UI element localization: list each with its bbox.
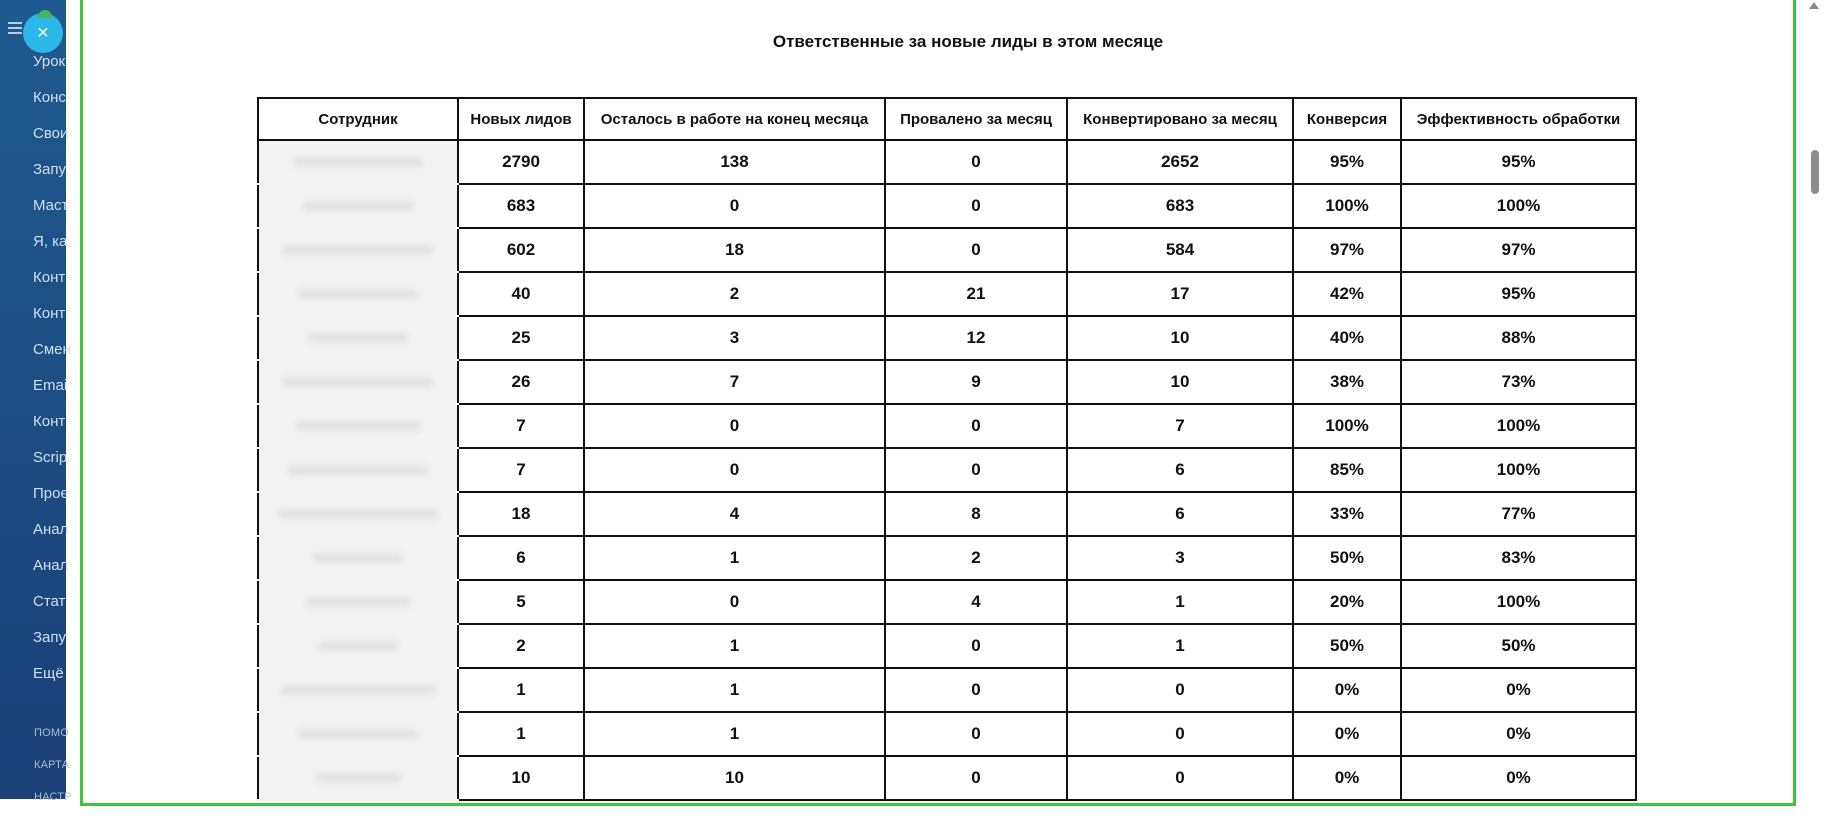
new-leads-cell: 2 <box>458 624 584 668</box>
efficiency-cell: 73% <box>1401 360 1636 404</box>
sidebar-item[interactable]: Emai <box>33 377 68 394</box>
converted-cell: 0 <box>1067 712 1293 756</box>
new-leads-cell: 602 <box>458 228 584 272</box>
conversion-cell: 20% <box>1293 580 1401 624</box>
employee-cell <box>258 712 458 756</box>
sidebar-item[interactable]: Смен <box>33 341 71 358</box>
conversion-cell: 33% <box>1293 492 1401 536</box>
sidebar-item[interactable]: Маст <box>33 197 69 214</box>
table-body <box>258 140 1636 800</box>
conversion-cell: 85% <box>1293 448 1401 492</box>
converted-cell: 2652 <box>1067 140 1293 184</box>
employee-cell <box>258 272 458 316</box>
conversion-cell: 100% <box>1293 184 1401 228</box>
conversion-cell: 50% <box>1293 624 1401 668</box>
employee-cell <box>258 228 458 272</box>
menu-icon[interactable] <box>8 22 22 34</box>
redacted-employee-name <box>283 245 433 255</box>
converted-cell: 0 <box>1067 668 1293 712</box>
new-leads-cell: 5 <box>458 580 584 624</box>
employee-cell <box>258 360 458 404</box>
employee-cell <box>258 756 458 800</box>
table-row <box>258 184 1636 228</box>
conversion-cell: 95% <box>1293 140 1401 184</box>
new-leads-cell: 18 <box>458 492 584 536</box>
converted-cell: 683 <box>1067 184 1293 228</box>
employee-cell <box>258 316 458 360</box>
converted-cell: 7 <box>1067 404 1293 448</box>
close-icon: × <box>37 22 49 44</box>
redacted-employee-name <box>278 509 438 519</box>
conversion-cell: 97% <box>1293 228 1401 272</box>
failed-cell: 0 <box>885 624 1067 668</box>
sidebar-item[interactable]: Анал <box>33 521 69 538</box>
employee-cell <box>258 184 458 228</box>
employee-cell <box>258 668 458 712</box>
efficiency-cell: 100% <box>1401 184 1636 228</box>
table-row <box>258 580 1636 624</box>
remaining-cell: 1 <box>584 536 885 580</box>
efficiency-cell: 95% <box>1401 140 1636 184</box>
redacted-employee-name <box>313 553 403 563</box>
failed-cell: 0 <box>885 448 1067 492</box>
redacted-employee-name <box>306 597 411 607</box>
remaining-cell: 138 <box>584 140 885 184</box>
redacted-employee-name <box>281 685 436 695</box>
efficiency-cell: 97% <box>1401 228 1636 272</box>
failed-cell: 8 <box>885 492 1067 536</box>
new-leads-cell: 6 <box>458 536 584 580</box>
table-row <box>258 536 1636 580</box>
remaining-cell: 0 <box>584 448 885 492</box>
column-header-failed: Провалено за месяц <box>885 98 1067 140</box>
redacted-employee-name <box>303 201 413 211</box>
new-leads-cell: 683 <box>458 184 584 228</box>
employee-cell <box>258 492 458 536</box>
remaining-cell: 0 <box>584 184 885 228</box>
sidebar-item[interactable]: Проє <box>33 485 69 502</box>
efficiency-cell: 0% <box>1401 756 1636 800</box>
redacted-employee-name <box>308 333 408 343</box>
employee-cell <box>258 536 458 580</box>
remaining-cell: 10 <box>584 756 885 800</box>
conversion-cell: 100% <box>1293 404 1401 448</box>
converted-cell: 6 <box>1067 492 1293 536</box>
failed-cell: 4 <box>885 580 1067 624</box>
failed-cell: 0 <box>885 756 1067 800</box>
table-row <box>258 492 1636 536</box>
sidebar-item[interactable]: Запу <box>33 629 67 646</box>
sidebar-item[interactable]: Анал <box>33 557 69 574</box>
efficiency-cell: 0% <box>1401 712 1636 756</box>
leads-table <box>257 97 1637 801</box>
remaining-cell: 3 <box>584 316 885 360</box>
efficiency-cell: 100% <box>1401 404 1636 448</box>
failed-cell: 9 <box>885 360 1067 404</box>
redacted-employee-name <box>293 157 423 167</box>
new-leads-cell: 7 <box>458 404 584 448</box>
sidebar-menu <box>33 52 71 700</box>
new-leads-cell: 10 <box>458 756 584 800</box>
sidebar-item[interactable]: Запу <box>33 161 67 178</box>
efficiency-cell: 100% <box>1401 580 1636 624</box>
column-header-conversion: Конверсия <box>1293 98 1401 140</box>
scrollbar-thumb[interactable] <box>1811 150 1819 194</box>
column-header-remaining: Осталось в работе на конец месяца <box>584 98 885 140</box>
failed-cell: 0 <box>885 228 1067 272</box>
report-title: Ответственные за новые лиды в этом месяце <box>772 32 1164 51</box>
sidebar-item[interactable]: Scrip <box>33 449 68 466</box>
remaining-cell: 1 <box>584 712 885 756</box>
employee-cell <box>258 624 458 668</box>
new-leads-cell: 1 <box>458 712 584 756</box>
sidebar-item[interactable]: Конт <box>33 305 66 322</box>
redacted-employee-name <box>283 377 433 387</box>
conversion-cell: 40% <box>1293 316 1401 360</box>
sidebar-footer-link[interactable]: ПОМО <box>34 727 69 739</box>
employee-cell <box>258 404 458 448</box>
column-header-efficiency: Эффективность обработки <box>1401 98 1636 140</box>
employee-cell <box>258 448 458 492</box>
vertical-scrollbar[interactable] <box>1804 0 1824 799</box>
redacted-employee-name <box>298 289 418 299</box>
sidebar-item[interactable]: Конт <box>33 413 66 430</box>
table-row <box>258 316 1636 360</box>
efficiency-cell: 83% <box>1401 536 1636 580</box>
sidebar-item[interactable]: Свои <box>33 125 69 142</box>
failed-cell: 21 <box>885 272 1067 316</box>
column-header-employee: Сотрудник <box>258 98 458 140</box>
sidebar-footer-link[interactable]: КАРТА <box>34 759 70 771</box>
remaining-cell: 0 <box>584 404 885 448</box>
conversion-cell: 0% <box>1293 668 1401 712</box>
remaining-cell: 4 <box>584 492 885 536</box>
sidebar-item[interactable]: Урок <box>33 53 66 70</box>
sidebar-item[interactable]: Ещё <box>33 665 64 682</box>
converted-cell: 6 <box>1067 448 1293 492</box>
redacted-employee-name <box>296 421 421 431</box>
conversion-cell: 0% <box>1293 756 1401 800</box>
close-button[interactable] <box>23 13 63 53</box>
remaining-cell: 18 <box>584 228 885 272</box>
efficiency-cell: 50% <box>1401 624 1636 668</box>
remaining-cell: 7 <box>584 360 885 404</box>
conversion-cell: 50% <box>1293 536 1401 580</box>
table-row <box>258 272 1636 316</box>
conversion-cell: 38% <box>1293 360 1401 404</box>
failed-cell: 0 <box>885 404 1067 448</box>
table-row <box>258 756 1636 800</box>
table-row <box>258 404 1636 448</box>
sidebar-item[interactable]: Конт <box>33 269 66 286</box>
efficiency-cell: 0% <box>1401 668 1636 712</box>
sidebar <box>0 0 72 803</box>
converted-cell: 1 <box>1067 580 1293 624</box>
converted-cell: 10 <box>1067 316 1293 360</box>
column-header-converted: Конвертировано за месяц <box>1067 98 1293 140</box>
conversion-cell: 0% <box>1293 712 1401 756</box>
scroll-up-icon[interactable] <box>1809 2 1819 9</box>
converted-cell: 0 <box>1067 756 1293 800</box>
efficiency-cell: 95% <box>1401 272 1636 316</box>
table-row <box>258 668 1636 712</box>
sidebar-item[interactable]: Я, ка <box>33 233 68 250</box>
efficiency-cell: 88% <box>1401 316 1636 360</box>
table-row <box>258 228 1636 272</box>
failed-cell: 12 <box>885 316 1067 360</box>
new-leads-cell: 7 <box>458 448 584 492</box>
converted-cell: 1 <box>1067 624 1293 668</box>
conversion-cell: 42% <box>1293 272 1401 316</box>
column-header-new-leads: Новых лидов <box>458 98 584 140</box>
failed-cell: 0 <box>885 140 1067 184</box>
table-row <box>258 448 1636 492</box>
failed-cell: 2 <box>885 536 1067 580</box>
new-leads-cell: 2790 <box>458 140 584 184</box>
table-row <box>258 140 1636 184</box>
converted-cell: 17 <box>1067 272 1293 316</box>
redacted-employee-name <box>298 729 418 739</box>
new-leads-cell: 1 <box>458 668 584 712</box>
sidebar-item[interactable]: Стат <box>33 593 66 610</box>
redacted-employee-name <box>316 773 401 783</box>
redacted-employee-name <box>318 641 398 651</box>
employee-cell <box>258 580 458 624</box>
failed-cell: 0 <box>885 184 1067 228</box>
remaining-cell: 1 <box>584 624 885 668</box>
redacted-employee-name <box>288 465 428 475</box>
converted-cell: 3 <box>1067 536 1293 580</box>
table-row <box>258 712 1636 756</box>
table-row <box>258 624 1636 668</box>
remaining-cell: 0 <box>584 580 885 624</box>
converted-cell: 10 <box>1067 360 1293 404</box>
sidebar-item[interactable]: Конс <box>33 89 66 106</box>
table-row <box>258 360 1636 404</box>
failed-cell: 0 <box>885 712 1067 756</box>
failed-cell: 0 <box>885 668 1067 712</box>
employee-cell <box>258 140 458 184</box>
sidebar-footer-links <box>34 727 72 823</box>
new-leads-cell: 40 <box>458 272 584 316</box>
efficiency-cell: 100% <box>1401 448 1636 492</box>
new-leads-cell: 26 <box>458 360 584 404</box>
remaining-cell: 2 <box>584 272 885 316</box>
sidebar-footer-link[interactable]: НАСТР <box>34 791 72 803</box>
table-header-row <box>258 98 1636 140</box>
status-indicator <box>38 10 52 18</box>
efficiency-cell: 77% <box>1401 492 1636 536</box>
report-panel <box>80 0 1796 806</box>
remaining-cell: 1 <box>584 668 885 712</box>
new-leads-cell: 25 <box>458 316 584 360</box>
converted-cell: 584 <box>1067 228 1293 272</box>
